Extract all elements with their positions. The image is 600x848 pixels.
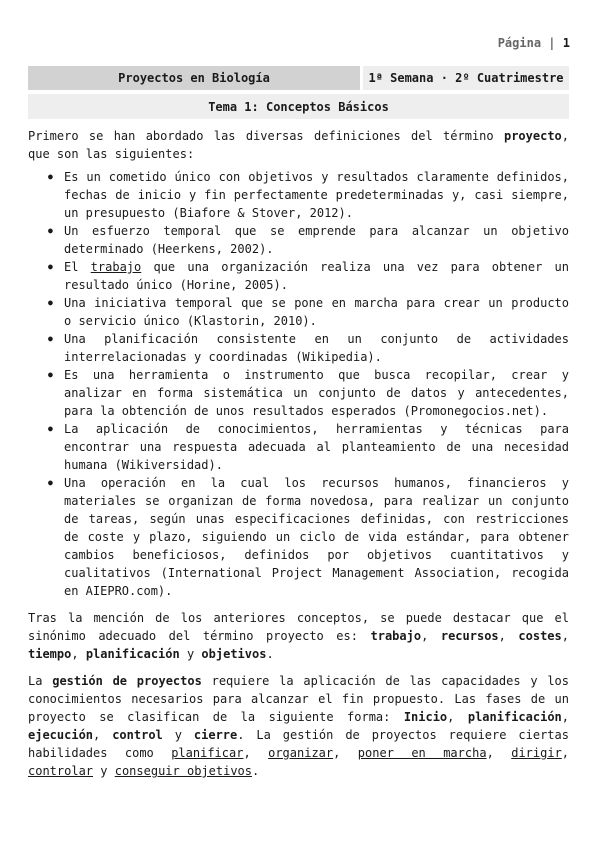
phase-term: control <box>112 728 163 742</box>
link-poner-en-marcha[interactable]: poner en marcha <box>357 746 487 760</box>
list-item: ● Es un cometido único con objetivos y resultados claramente definidos, fechas de inicio y fin perfectamente predeterminadas y, casi siempre, un presupuesto (Biafore & Stover, 2012). <box>28 168 569 222</box>
phase-term: planificación <box>467 710 562 724</box>
page-separator: | <box>548 36 556 50</box>
synonyms-paragraph: Tras la mención de los anteriores conceptos, se puede destacar que el sinónimo adecuado del término proyecto es: trabajo, recursos, costes, tiempo, planificación y objetivos. <box>28 611 569 661</box>
phase-term: Inicio <box>403 710 448 724</box>
synonym-term: planificación <box>85 647 180 661</box>
intro-paragraph: Primero se han abordado las diversas definiciones del término proyecto, que son las siguientes: <box>28 129 569 161</box>
list-item: ● Una iniciativa temporal que se pone en marcha para crear un producto o servicio único (Klastorin, 2010). <box>28 294 569 330</box>
header-bar <box>28 66 569 90</box>
management-paragraph: La gestión de proyectos requiere la aplicación de las capacidades y los conocimientos necesarios para alcanzar el fin propuesto. Las fases de un proyecto se clasifican de la siguiente forma: Inicio, planificación, ejecución, control y cierre. La gestión de proyectos requiere ciertas habilidades como planificar, organizar, poner en marcha, dirigir, controlar y conseguir objetivos. <box>28 674 570 778</box>
synonym-term: objetivos <box>201 647 267 661</box>
list-item: ● Una planificación consistente en un conjunto de actividades interrelacionadas y coordinadas (Wikipedia). <box>28 330 569 366</box>
link-conseguir-objetivos[interactable]: conseguir objetivos <box>114 764 252 778</box>
phase-term: cierre <box>193 728 238 742</box>
link-controlar[interactable]: controlar <box>28 764 94 778</box>
phase-term: ejecución <box>28 728 94 742</box>
topic-title: Tema 1: Conceptos Básicos <box>28 94 569 119</box>
synonym-term: recursos <box>440 629 499 643</box>
list-item: ● El trabajo que una organización realiza una vez para obtener un resultado único (Horine, 2005). <box>28 258 569 294</box>
term-proyecto: proyecto <box>503 129 562 143</box>
course-title: Proyectos en Biología <box>28 66 360 90</box>
synonym-term: tiempo <box>28 647 72 661</box>
link-planificar[interactable]: planificar <box>171 746 244 760</box>
page-number-value: 1 <box>562 36 570 50</box>
page-number <box>498 36 570 50</box>
page-label: Página <box>497 36 542 50</box>
synonym-term: costes <box>518 629 562 643</box>
term-info: 1ª Semana · 2º Cuatrimestre <box>363 66 569 90</box>
link-organizar[interactable]: organizar <box>268 746 334 760</box>
synonym-term: trabajo <box>370 629 422 643</box>
list-item: ● Un esfuerzo temporal que se emprende para alcanzar un objetivo determinado (Heerkens, 2002). <box>28 222 569 258</box>
list-item: ● Es una herramienta o instrumento que busca recopilar, crear y analizar en forma sistemática un conjunto de datos y antecedentes, para la obtención de unos resultados esperados (Promonegocios.net). <box>28 366 569 420</box>
document-body <box>28 127 569 780</box>
link-dirigir[interactable]: dirigir <box>511 746 562 760</box>
definitions-list <box>28 168 569 600</box>
list-item: ● La aplicación de conocimientos, herramientas y técnicas para encontrar una respuesta adecuada al planteamiento de una necesidad humana (Wikiversidad). <box>28 420 569 474</box>
link-trabajo[interactable]: trabajo <box>90 260 142 274</box>
term-gestion: gestión de proyectos <box>52 674 202 688</box>
list-item: ● Una operación en la cual los recursos humanos, financieros y materiales se organizan de forma novedosa, para realizar un conjunto de tareas, según unas especificaciones definidas, con restricciones de coste y plazo, siguiendo un ciclo de vida estándar, para obtener cambios beneficiosos, definidos por objetivos cuantitativos y cualitativos (International Project Management Association, recogida en AIEPRO.com). <box>28 474 569 600</box>
